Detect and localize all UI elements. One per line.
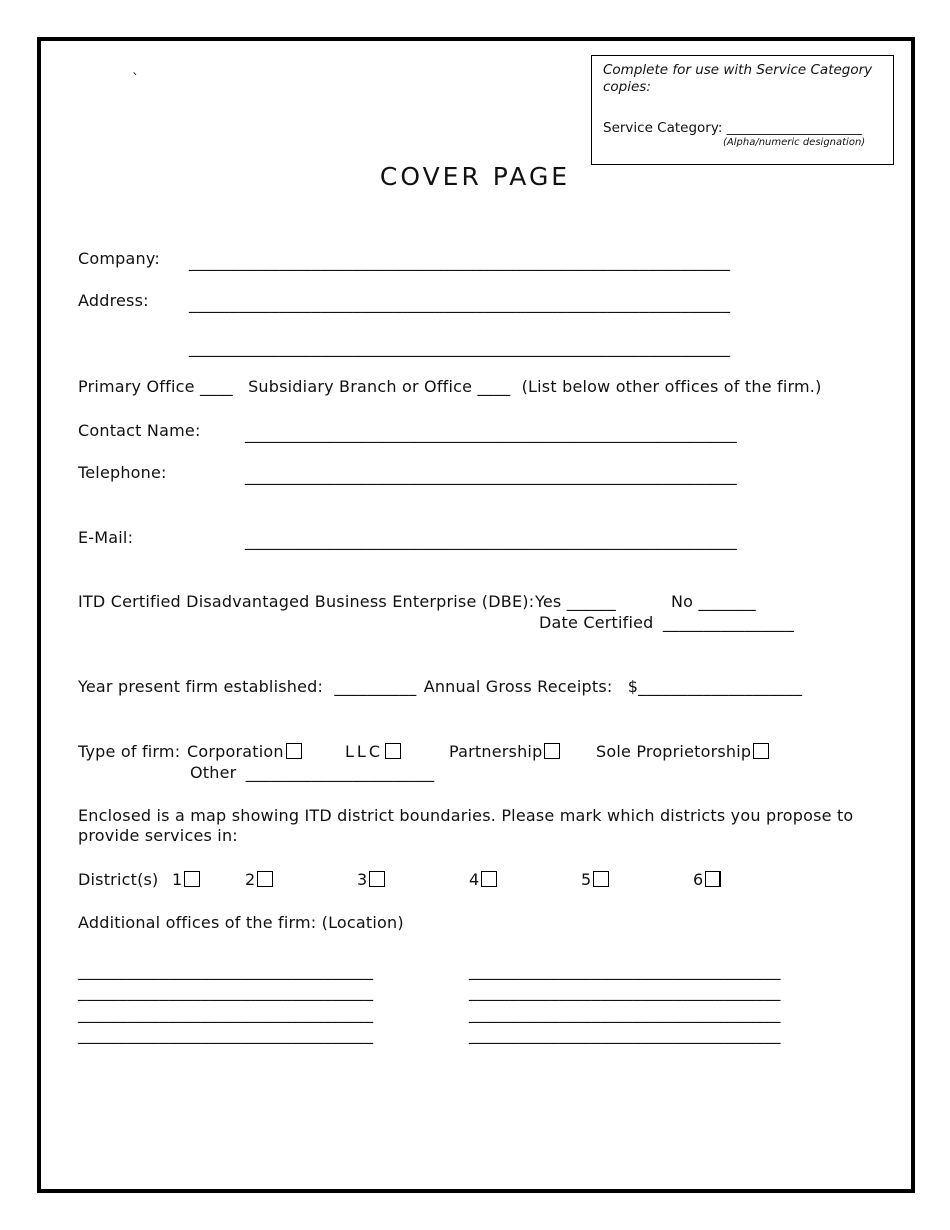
dbe-date-label: Date Certified (539, 613, 654, 632)
gross-receipts-label: Annual Gross Receipts: (423, 677, 613, 696)
year-established-label: Year present firm established: (78, 677, 324, 696)
contact-name-label: Contact Name: (78, 421, 201, 440)
firm-info-row (78, 677, 802, 697)
district-3[interactable] (357, 870, 385, 890)
service-category-field[interactable]: ____________________ (726, 120, 862, 136)
primary-office-field[interactable]: ____ (199, 377, 233, 396)
contact-name-field[interactable]: ____________________________________________________________ (245, 424, 737, 443)
address-label: Address: (78, 291, 149, 310)
year-established-field[interactable]: __________ (334, 677, 417, 696)
dbe-yes-field[interactable]: ______ (566, 592, 616, 611)
sole-proprietorship-label: Sole Proprietorship (596, 742, 752, 761)
category-instruction: Complete for use with Service Category copies: (603, 62, 873, 95)
office-note: (List below other offices of the firm.) (521, 377, 822, 396)
district-2[interactable] (245, 870, 273, 890)
gross-receipts-field[interactable]: ____________________ (638, 677, 803, 696)
partnership-checkbox[interactable] (544, 743, 560, 759)
district-6-checkbox[interactable] (705, 871, 721, 887)
office-left-line-3[interactable]: ____________________________________ (78, 1004, 374, 1023)
firm-type-sole-proprietorship[interactable] (596, 742, 769, 762)
dbe-date-group (539, 613, 794, 633)
office-left-line-2[interactable]: ____________________________________ (78, 982, 374, 1001)
office-right-line-3[interactable]: ______________________________________ (469, 1004, 781, 1023)
dbe-no-field[interactable]: _______ (698, 592, 756, 611)
dbe-date-field[interactable]: ________________ (662, 613, 795, 632)
district-1-checkbox[interactable] (184, 871, 200, 887)
email-field[interactable]: ____________________________________________________________ (245, 531, 737, 550)
districts-label: District(s) (78, 870, 159, 889)
dbe-yes-label: Yes (535, 592, 562, 611)
subsidiary-office-field[interactable]: ____ (477, 377, 511, 396)
dbe-no-label: No (671, 592, 694, 611)
dbe-question: ITD Certified Disadvantaged Business Enterprise (DBE): (78, 592, 535, 611)
office-left-line-1[interactable]: ____________________________________ (78, 961, 374, 980)
firm-type-partnership[interactable] (449, 742, 560, 762)
service-category-box (591, 55, 894, 165)
district-2-checkbox[interactable] (257, 871, 273, 887)
district-6-label: 6 (693, 870, 704, 889)
district-5-label: 5 (581, 870, 592, 889)
partnership-label: Partnership (449, 742, 543, 761)
office-right-line-4[interactable]: ______________________________________ (469, 1025, 781, 1044)
service-category-label: Service Category: (603, 120, 723, 136)
corporation-checkbox[interactable] (286, 743, 302, 759)
corporation-label: Corporation (187, 742, 284, 761)
district-4-checkbox[interactable] (481, 871, 497, 887)
primary-office-label: Primary Office (78, 377, 195, 396)
district-5[interactable] (581, 870, 609, 890)
district-1[interactable] (172, 870, 200, 890)
designation-note: (Alpha/numeric designation) (723, 137, 866, 148)
llc-label: LLC (345, 742, 383, 761)
district-4[interactable] (469, 870, 497, 890)
dbe-no-group (671, 592, 756, 612)
page-title: COVER PAGE (379, 162, 571, 191)
service-category-row (603, 120, 862, 136)
sole-proprietorship-checkbox[interactable] (753, 743, 769, 759)
company-label: Company: (78, 249, 160, 268)
district-3-checkbox[interactable] (369, 871, 385, 887)
address-field-line2[interactable]: __________________________________________________________________ (189, 338, 731, 357)
company-field[interactable]: __________________________________________________________________ (189, 252, 731, 271)
other-label: Other (190, 763, 237, 782)
additional-offices-label: Additional offices of the firm: (Location) (78, 913, 404, 932)
district-6[interactable] (693, 870, 721, 890)
district-1-label: 1 (172, 870, 183, 889)
district-3-label: 3 (357, 870, 368, 889)
district-5-checkbox[interactable] (593, 871, 609, 887)
llc-checkbox[interactable] (385, 743, 401, 759)
district-2-label: 2 (245, 870, 256, 889)
stray-mark: ` (132, 72, 139, 88)
subsidiary-office-label: Subsidiary Branch or Office (248, 377, 473, 396)
firm-type-corporation[interactable] (187, 742, 302, 762)
dbe-yes-group (535, 592, 616, 612)
district-4-label: 4 (469, 870, 480, 889)
gross-receipts-prefix: $ (627, 677, 639, 696)
other-field[interactable]: _______________________ (245, 763, 435, 782)
firm-type-llc[interactable] (345, 742, 401, 762)
districts-instruction: Enclosed is a map showing ITD district boundaries. Please mark which districts you propose to provide services in: (78, 806, 854, 845)
email-label: E-Mail: (78, 528, 134, 547)
office-left-line-4[interactable]: ____________________________________ (78, 1025, 374, 1044)
firm-type-label: Type of firm: (78, 742, 181, 761)
office-right-line-2[interactable]: ______________________________________ (469, 982, 781, 1001)
telephone-field[interactable]: ____________________________________________________________ (245, 466, 737, 485)
office-type-row (78, 377, 822, 397)
address-field-line1[interactable]: __________________________________________________________________ (189, 294, 731, 313)
office-right-line-1[interactable]: ______________________________________ (469, 961, 781, 980)
firm-type-other (190, 763, 434, 783)
telephone-label: Telephone: (78, 463, 167, 482)
